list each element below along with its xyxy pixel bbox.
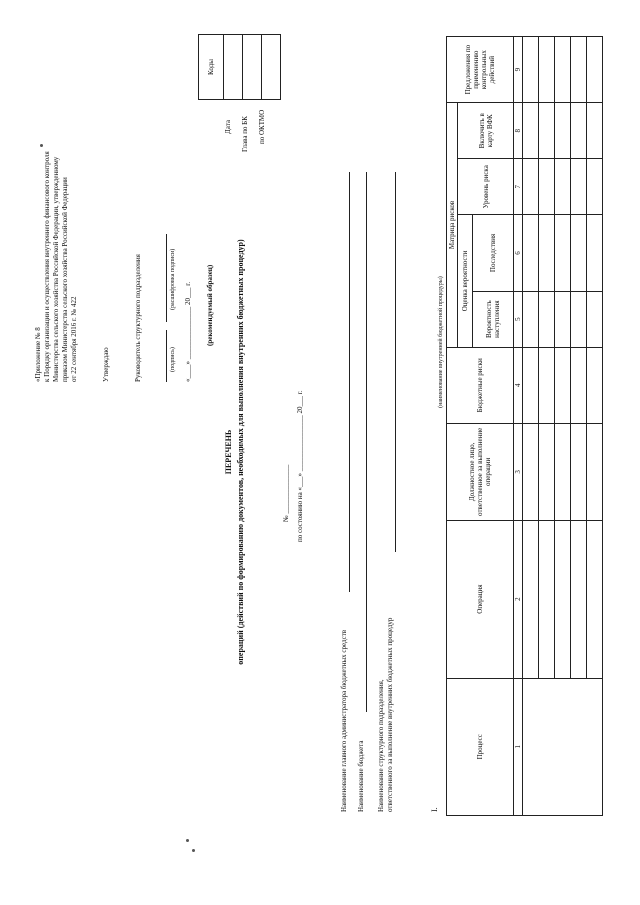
code-bk-cell[interactable] <box>243 35 262 100</box>
scan-speck <box>40 144 43 147</box>
code-oktmo-cell[interactable] <box>262 35 281 100</box>
table-cell[interactable] <box>587 520 603 678</box>
rotated-page-container <box>20 22 620 882</box>
field-unit-line[interactable] <box>395 172 396 552</box>
table-cell[interactable] <box>539 37 555 103</box>
num-9: 9 <box>514 37 523 103</box>
code-label-bk: Глава по БК <box>241 116 249 152</box>
col-risks: Бюджетные риски <box>447 347 514 423</box>
table-cell[interactable] <box>587 347 603 423</box>
scan-speck <box>186 839 189 842</box>
table-cell[interactable] <box>587 423 603 520</box>
table-cell[interactable] <box>523 347 539 423</box>
table-cell[interactable] <box>523 215 539 291</box>
col-proposals: Предложения по применению контрольных действий <box>447 37 514 103</box>
signature-line[interactable] <box>166 330 167 382</box>
num-8: 8 <box>514 103 523 159</box>
table-cell[interactable] <box>523 159 539 215</box>
field-unit-1: Наименование структурного подразделения, <box>377 679 385 812</box>
table-cell[interactable] <box>523 103 539 159</box>
table-cell[interactable] <box>523 291 539 347</box>
table-cell[interactable] <box>555 37 571 103</box>
sign-caption: (подпись) <box>170 347 176 372</box>
table-cell[interactable] <box>571 37 587 103</box>
col-include: Включить в карту ВФК <box>458 103 514 159</box>
process-cell[interactable] <box>523 678 603 815</box>
col-process: Процесс <box>447 678 514 815</box>
procedure-caption: (наименование внутренней бюджетной процедуры) <box>438 276 444 408</box>
scan-speck <box>192 849 195 852</box>
table-cell[interactable] <box>555 423 571 520</box>
table-cell[interactable] <box>523 423 539 520</box>
table-cell[interactable] <box>587 159 603 215</box>
field-admin: Наименование главного администратора бюджетных средств <box>340 629 348 812</box>
table-cell[interactable] <box>555 159 571 215</box>
table-cell[interactable] <box>571 103 587 159</box>
num-3: 3 <box>514 423 523 520</box>
field-unit-2: ответственного за выполнение внутренних бюджетных процедур <box>386 617 394 812</box>
as-of-field: по состоянию на «___» ________________ 20___ г. <box>296 390 304 542</box>
table-cell[interactable] <box>571 347 587 423</box>
appendix-block <box>34 52 79 382</box>
table-cell[interactable] <box>539 103 555 159</box>
codes-table <box>198 34 281 100</box>
table-cell[interactable] <box>587 291 603 347</box>
table-cell[interactable] <box>587 215 603 291</box>
table-cell[interactable] <box>571 291 587 347</box>
num-4: 4 <box>514 347 523 423</box>
num-1: 1 <box>514 678 523 815</box>
table-cell[interactable] <box>587 37 603 103</box>
table-cell[interactable] <box>539 159 555 215</box>
table-cell[interactable] <box>571 215 587 291</box>
table-cell[interactable] <box>571 423 587 520</box>
document-page <box>20 22 620 882</box>
table-cell[interactable] <box>571 159 587 215</box>
risk-matrix-header: Матрица рисков <box>447 103 458 347</box>
col-level: Уровень риска <box>458 159 514 215</box>
col-operation: Операция <box>447 520 514 678</box>
risk-table <box>446 36 603 816</box>
table-cell[interactable] <box>587 103 603 159</box>
num-7: 7 <box>514 159 523 215</box>
table-cell[interactable] <box>523 37 539 103</box>
table-cell[interactable] <box>555 347 571 423</box>
num-5: 5 <box>514 291 523 347</box>
appendix-line: Министерства сельского хозяйства Российской Федерации, утвержденному <box>52 156 60 382</box>
document-subtitle: операций (действий по формированию документов, необходимых для выполнения внутренних бюджетных процедур) <box>236 239 245 665</box>
table-cell[interactable] <box>523 520 539 678</box>
table-cell[interactable] <box>555 291 571 347</box>
col-consequences: Последствия <box>473 215 514 291</box>
table-cell[interactable] <box>555 215 571 291</box>
decode-caption: (расшифровка подписи) <box>170 248 176 310</box>
appendix-line: к Порядку организации и осуществления внутреннего финансового контроля <box>43 151 51 382</box>
num-6: 6 <box>514 215 523 291</box>
code-label-date: Дата <box>224 120 232 134</box>
probability-group-header: Оценка вероятности <box>458 215 473 347</box>
appendix-line: от 22 сентября 2016 г. № 422 <box>70 296 78 382</box>
recommended-label: (рекомендуемый образец) <box>206 264 214 346</box>
table-cell[interactable] <box>539 215 555 291</box>
document-title: ПЕРЕЧЕНЬ <box>224 429 233 475</box>
num-2: 2 <box>514 520 523 678</box>
col-probability: Вероятность наступления <box>473 291 514 347</box>
codes-header: Коды <box>199 35 224 100</box>
section-label: I. <box>430 807 439 812</box>
table-cell[interactable] <box>555 103 571 159</box>
table-cell[interactable] <box>539 291 555 347</box>
appendix-line: приказом Министерства сельского хозяйства Российской Федерации <box>61 177 69 382</box>
col-responsible: Должностное лицо, ответственное за выполнение операции <box>447 423 514 520</box>
code-label-oktmo: по ОКТМО <box>258 109 266 144</box>
decode-line[interactable] <box>166 234 167 322</box>
field-budget-line[interactable] <box>366 172 367 712</box>
head-label: Руководитель структурного подразделения <box>134 254 142 382</box>
approve-label: Утверждаю <box>102 347 110 382</box>
number-field: № ______________ <box>282 464 290 522</box>
table-cell[interactable] <box>539 423 555 520</box>
approval-date: «____» _______________ 20___ г. <box>184 281 192 382</box>
code-date-cell[interactable] <box>224 35 243 100</box>
appendix-line: «Приложение № 8 <box>34 327 42 382</box>
table-cell[interactable] <box>539 347 555 423</box>
table-cell[interactable] <box>539 520 555 678</box>
table-cell[interactable] <box>555 520 571 678</box>
field-admin-line[interactable] <box>349 172 350 592</box>
table-cell[interactable] <box>571 520 587 678</box>
field-budget: Наименование бюджета <box>357 740 365 812</box>
